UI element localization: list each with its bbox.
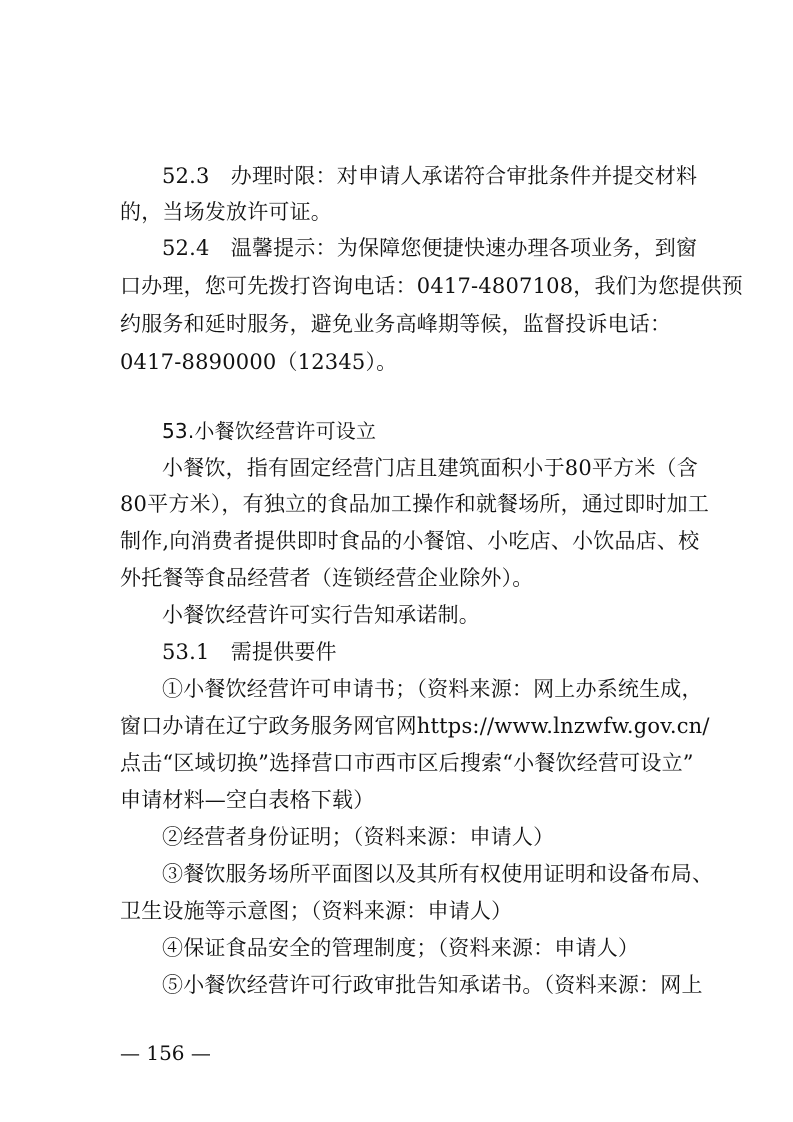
- paragraph-line: 小餐饮经营许可实行告知承诺制。: [162, 603, 480, 627]
- paragraph-line: 卫生设施等示意图；（资料来源：申请人）: [120, 899, 513, 923]
- paragraph-line: 52.3 办理时限：对申请人承诺符合审批条件并提交材料: [162, 164, 698, 188]
- list-item: ①小餐饮经营许可申请书；（资料来源：网上办系统生成，: [162, 677, 703, 701]
- section-heading: 53.小餐饮经营许可设立: [162, 419, 377, 443]
- paragraph-line: 申请材料—空白表格下载）: [120, 788, 375, 812]
- paragraph-line: 小餐饮，指有固定经营门店且建筑面积小于80平方米（含: [162, 456, 698, 480]
- list-item: ②经营者身份证明；（资料来源：申请人）: [162, 825, 555, 849]
- paragraph-line: 口办理，您可先拨打咨询电话：0417-4807108，我们为您提供预: [120, 274, 743, 298]
- list-item: ③餐饮服务场所平面图以及其所有权使用证明和设备布局、: [162, 862, 714, 886]
- paragraph-line: 点击“区域切换”选择营口市西市区后搜索“小餐饮经营可设立”: [120, 751, 694, 775]
- paragraph-line: 的，当场发放许可证。: [120, 200, 332, 224]
- paragraph-line: 0417-8890000（12345）。: [120, 350, 398, 374]
- list-item: ④保证食品安全的管理制度；（资料来源：申请人）: [162, 936, 640, 960]
- page-number: — 156 —: [120, 1041, 211, 1065]
- paragraph-line: 52.4 温馨提示：为保障您便捷快速办理各项业务，到窗: [162, 236, 698, 260]
- paragraph-line: 窗口办请在辽宁政务服务网官网https://www.lnzwfw.gov.cn/: [120, 714, 710, 738]
- paragraph-line: 制作,向消费者提供即时食品的小餐馆、小吃店、小饮品店、校: [120, 529, 700, 553]
- paragraph-line: 80平方米），有独立的食品加工操作和就餐场所，通过即时加工: [120, 492, 710, 516]
- paragraph-line: 约服务和延时服务，避免业务高峰期等候，监督投诉电话：: [120, 312, 672, 336]
- list-item: ⑤小餐饮经营许可行政审批告知承诺书。（资料来源：网上: [162, 973, 703, 997]
- subsection-heading: 53.1 需提供要件: [162, 640, 337, 664]
- paragraph-line: 外托餐等食品经营者（连锁经营企业除外）。: [120, 566, 534, 590]
